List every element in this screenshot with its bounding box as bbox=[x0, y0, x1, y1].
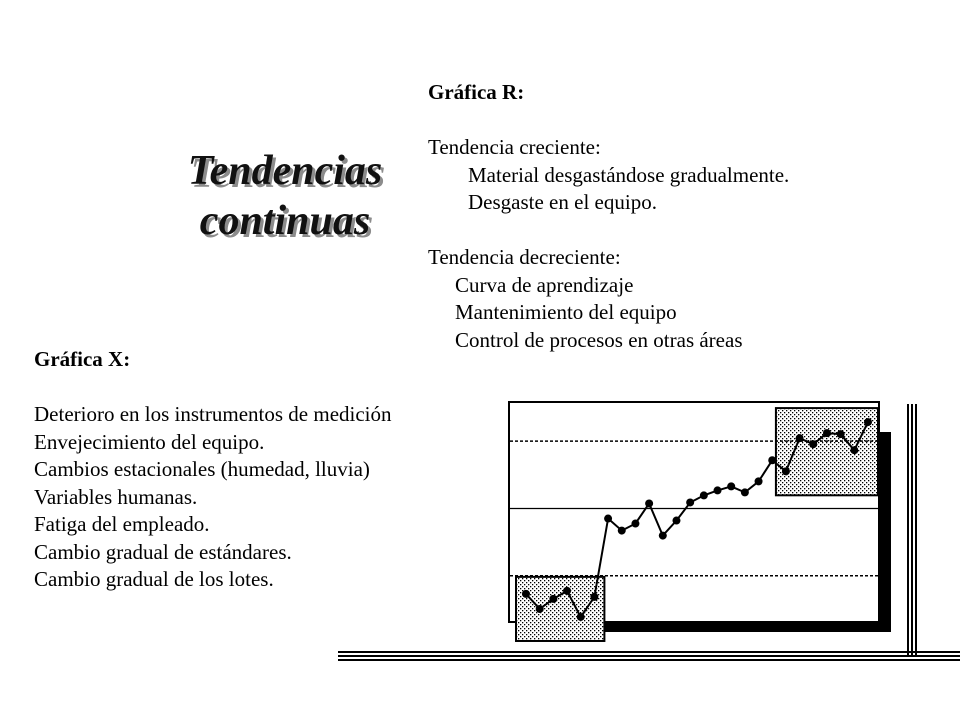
decreasing-trend-item: Curva de aprendizaje bbox=[455, 272, 634, 297]
increasing-trend-item: Desgaste en el equipo. bbox=[468, 190, 657, 214]
data-point bbox=[686, 498, 694, 506]
data-point bbox=[577, 613, 585, 621]
data-point bbox=[536, 605, 544, 613]
data-point bbox=[755, 477, 763, 485]
data-point bbox=[782, 467, 790, 475]
data-point bbox=[741, 488, 749, 496]
data-point bbox=[659, 532, 667, 540]
chart-x-heading: Gráfica X: bbox=[34, 347, 131, 371]
data-point bbox=[604, 515, 612, 523]
data-point bbox=[837, 430, 845, 438]
data-point bbox=[864, 418, 872, 426]
increasing-trend-label: Tendencia creciente: bbox=[428, 135, 601, 159]
chart-x-item: Variables humanas. bbox=[34, 484, 198, 509]
highlight-region-1 bbox=[516, 577, 604, 641]
data-point bbox=[727, 482, 735, 490]
data-point bbox=[522, 590, 530, 598]
chart-x-item: Fatiga del empleado. bbox=[34, 512, 210, 536]
chart-x-item: Cambio gradual de estándares. bbox=[34, 539, 292, 564]
data-point bbox=[809, 440, 817, 448]
data-point bbox=[590, 593, 598, 601]
data-point bbox=[768, 456, 776, 464]
chart-x-item: Deterioro en los instrumentos de medición bbox=[34, 402, 392, 426]
data-point bbox=[672, 517, 680, 525]
data-point bbox=[618, 527, 626, 535]
data-point bbox=[700, 491, 708, 499]
chart-x-item: Cambios estacionales (humedad, lluvia) bbox=[34, 457, 370, 481]
data-point bbox=[796, 434, 804, 442]
slide-title-line-2: continuas bbox=[199, 198, 371, 244]
data-point bbox=[563, 587, 571, 595]
highlight-region-2 bbox=[776, 408, 878, 495]
decreasing-trend-item: Control de procesos en otras áreas bbox=[455, 327, 743, 352]
decreasing-trend-label: Tendencia decreciente: bbox=[428, 245, 621, 269]
increasing-trend-item: Material desgastándose gradualmente. bbox=[468, 162, 790, 187]
chart-r-heading: Gráfica R: bbox=[428, 80, 525, 104]
data-point bbox=[714, 486, 722, 494]
data-point bbox=[631, 520, 639, 528]
chart-x-item: Envejecimiento del equipo. bbox=[34, 429, 265, 454]
data-point bbox=[549, 595, 557, 603]
decreasing-trend-item: Mantenimiento del equipo bbox=[455, 300, 677, 324]
data-point bbox=[645, 499, 653, 507]
slide-title-line-1: Tendencias bbox=[187, 148, 383, 194]
data-point bbox=[823, 429, 831, 437]
data-point bbox=[850, 446, 858, 454]
chart-x-item: Cambio gradual de los lotes. bbox=[34, 567, 274, 591]
